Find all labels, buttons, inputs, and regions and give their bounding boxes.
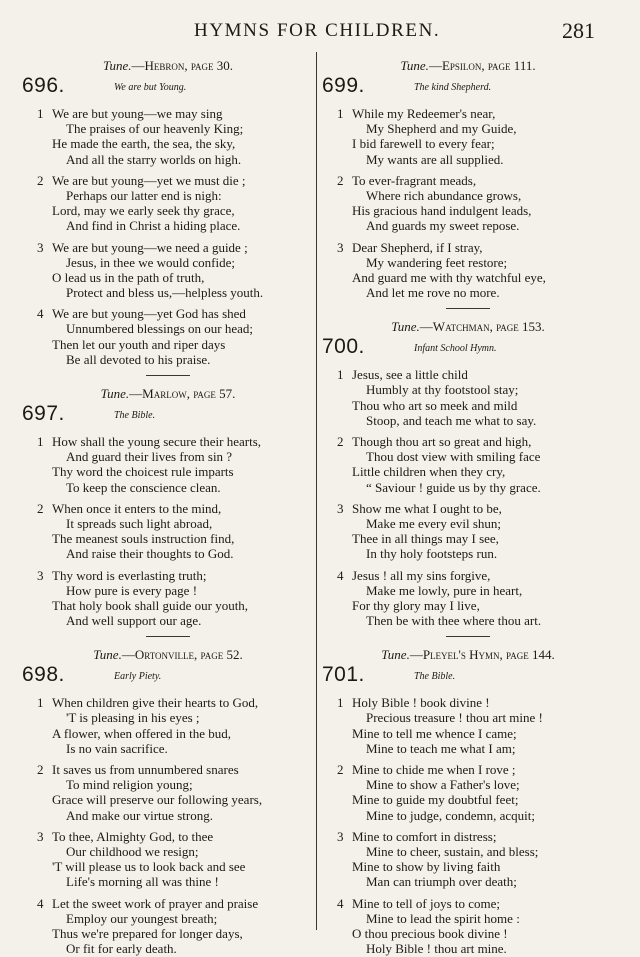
tune-label: Tune. — [100, 386, 130, 401]
tune-line — [322, 56, 614, 76]
stanza — [22, 896, 314, 957]
verse-line — [22, 874, 314, 889]
verse-line — [322, 568, 614, 583]
verse-line — [22, 306, 314, 321]
stanza-number: 3 — [337, 239, 344, 255]
verse-line — [22, 613, 314, 628]
verse-line — [22, 203, 314, 218]
hymn-subtitle: Infant School Hymn. — [414, 343, 497, 355]
verse-text: “ Saviour ! guide us by thy grace. — [366, 479, 541, 495]
stanza-number: 1 — [37, 695, 44, 711]
verse-line — [322, 726, 614, 741]
tune-name: —Watchman, page 153. — [419, 319, 545, 335]
section-divider — [446, 636, 490, 637]
stanza-number: 1 — [337, 695, 344, 711]
stanza — [22, 173, 314, 234]
verse-text: Jesus, in thee we would confide; — [66, 254, 235, 270]
verse-text: Man can triumph over death; — [366, 874, 517, 890]
verse-line — [322, 203, 614, 218]
verse-text: Show me what I ought to be, — [352, 500, 502, 516]
stanza — [22, 829, 314, 890]
verse-text: Our childhood we resign; — [66, 843, 199, 859]
verse-line — [22, 352, 314, 367]
verse-line — [22, 188, 314, 203]
verse-text: Stoop, and teach me what to say. — [366, 412, 537, 428]
stanza — [22, 106, 314, 167]
stanza-number: 3 — [337, 828, 344, 844]
verse-line — [22, 285, 314, 300]
hymn-number: 701. — [322, 663, 365, 687]
verse-line — [322, 710, 614, 725]
verse-line — [22, 434, 314, 449]
tune-name: —Ortonville, page 52. — [121, 647, 243, 663]
stanza-number: 2 — [37, 172, 44, 188]
verse-line — [322, 240, 614, 255]
section-divider — [446, 308, 490, 309]
verse-line — [322, 583, 614, 598]
hymn-number: 697. — [22, 402, 65, 425]
verse-text: The meanest souls instruction find, — [52, 531, 235, 547]
verse-line — [322, 546, 614, 561]
verse-text: A flower, when offered in the bud, — [52, 725, 232, 741]
verse-text: We are but young—we may sing — [52, 106, 223, 121]
verse-text: Make me every evil shun; — [366, 515, 502, 531]
verse-text: We are but young—we need a guide ; — [52, 239, 248, 255]
stanza — [322, 896, 614, 957]
verse-line — [322, 808, 614, 823]
verse-text: O lead us in the path of truth, — [52, 269, 205, 285]
verse-text: Little children when they cry, — [352, 464, 506, 480]
hymn-heading — [322, 74, 614, 100]
verse-line — [22, 844, 314, 859]
stanza-number: 4 — [37, 895, 44, 911]
verse-text: Mine to judge, condemn, acquit; — [366, 807, 535, 823]
stanza — [322, 106, 614, 167]
verse-line — [322, 218, 614, 233]
verse-line — [322, 367, 614, 382]
stanza-number: 2 — [337, 434, 344, 449]
tune-line — [322, 317, 614, 337]
stanza — [22, 306, 314, 367]
verse-text: My Shepherd and my Guide, — [366, 121, 517, 137]
verse-text: Perhaps our latter end is nigh: — [66, 187, 222, 203]
verse-line — [22, 501, 314, 516]
verse-line — [322, 829, 614, 844]
verse-line — [22, 106, 314, 121]
stanza — [322, 501, 614, 562]
verse-line — [22, 546, 314, 561]
verse-line — [322, 941, 614, 956]
stanza — [322, 434, 614, 495]
verse-text: And make our virtue strong. — [66, 807, 213, 823]
verse-text: We are but young—yet we must die ; — [52, 172, 246, 188]
verse-line — [22, 270, 314, 285]
tune-line — [22, 645, 314, 665]
verse-text: Mine to tell me whence I came; — [352, 725, 517, 741]
stanza-number: 3 — [337, 500, 344, 516]
verse-text: Holy Bible ! book divine ! — [352, 695, 490, 711]
stanza-number: 3 — [37, 828, 44, 844]
tune-line — [322, 645, 614, 665]
verse-text: To mind religion young; — [66, 777, 193, 793]
verse-text: My wandering feet restore; — [366, 254, 508, 270]
verse-line — [322, 382, 614, 397]
verse-text: And all the starry worlds on high. — [66, 151, 242, 167]
verse-line — [22, 583, 314, 598]
verse-text: Is no vain sacrifice. — [66, 740, 168, 756]
verse-line — [22, 710, 314, 725]
verse-line — [322, 896, 614, 911]
verse-text: Jesus ! all my sins forgive, — [352, 567, 491, 583]
verse-text: Mine to teach me what I am; — [366, 740, 516, 756]
stanza — [322, 240, 614, 301]
verse-text: Employ our youngest breath; — [66, 910, 218, 926]
verse-line — [322, 531, 614, 546]
verse-text: He made the earth, the sea, the sky, — [52, 136, 236, 152]
verse-line — [322, 792, 614, 807]
stanza — [22, 501, 314, 562]
verse-line — [322, 777, 614, 792]
verse-text: Make me lowly, pure in heart, — [366, 582, 523, 598]
stanza-number: 2 — [337, 762, 344, 777]
verse-line — [22, 926, 314, 941]
verse-text: Then let our youth and riper days — [52, 336, 226, 352]
verse-line — [322, 501, 614, 516]
verse-text: Where rich abundance grows, — [366, 187, 522, 203]
verse-line — [22, 598, 314, 613]
verse-line — [22, 531, 314, 546]
stanza-number: 4 — [337, 567, 344, 583]
verse-line — [22, 321, 314, 336]
verse-line — [22, 337, 314, 352]
verse-text: Grace will preserve our following years, — [52, 792, 263, 808]
verse-text: It spreads such light abroad, — [66, 515, 213, 531]
verse-text: And find in Christ a hiding place. — [66, 218, 241, 234]
verse-text: And let me rove no more. — [366, 285, 500, 301]
verse-text: Mine to guide my doubtful feet; — [352, 792, 519, 808]
verse-text: Be all devoted to his praise. — [66, 351, 211, 367]
hymn-heading — [322, 335, 614, 361]
verse-line — [22, 152, 314, 167]
hymn-number: 700. — [322, 335, 365, 359]
verse-line — [322, 874, 614, 889]
verse-line — [22, 173, 314, 188]
hymn-heading — [22, 663, 314, 689]
verse-text: Mine to show by living faith — [352, 859, 501, 875]
verse-line — [22, 792, 314, 807]
verse-line — [322, 434, 614, 449]
verse-text: Humbly at thy footstool stay; — [366, 382, 519, 398]
verse-text: O thou precious book divine ! — [352, 925, 508, 941]
verse-text: Precious treasure ! thou art mine ! — [366, 710, 543, 726]
stanza-number: 1 — [37, 434, 44, 449]
stanza — [22, 762, 314, 823]
hymn-subtitle: We are but Young. — [114, 82, 187, 93]
stanza-number: 2 — [37, 500, 44, 516]
verse-line — [22, 480, 314, 495]
stanza — [22, 434, 314, 495]
verse-line — [322, 398, 614, 413]
running-head — [0, 18, 640, 48]
verse-text: Unnumbered blessings on our head; — [66, 321, 254, 337]
verse-text: Life's morning all was thine ! — [66, 874, 219, 890]
verse-line — [322, 106, 614, 121]
verse-line — [22, 240, 314, 255]
stanza-number: 4 — [337, 895, 344, 911]
verse-line — [322, 188, 614, 203]
verse-text: Or fit for early death. — [66, 941, 177, 957]
stanza-number: 1 — [37, 106, 44, 121]
verse-line — [22, 896, 314, 911]
verse-line — [322, 516, 614, 531]
verse-text: Lord, may we early seek thy grace, — [52, 203, 235, 219]
verse-text: And guard their lives from sin ? — [66, 449, 233, 465]
verse-line — [22, 136, 314, 151]
stanza-number: 2 — [337, 172, 344, 188]
hymn-heading — [22, 402, 314, 428]
verse-text: That holy book shall guide our youth, — [52, 597, 249, 613]
verse-text: And guard me with thy watchful eye, — [352, 269, 546, 285]
verse-text: His gracious hand indulgent leads, — [352, 203, 532, 219]
stanza — [322, 367, 614, 428]
verse-text: Holy Bible ! thou art mine. — [366, 941, 507, 957]
verse-line — [22, 941, 314, 956]
tune-label: Tune. — [391, 319, 420, 335]
verse-line — [22, 568, 314, 583]
verse-text: To thee, Almighty God, to thee — [52, 828, 214, 844]
stanza-number: 2 — [37, 762, 44, 777]
verse-line — [322, 695, 614, 710]
verse-line — [322, 255, 614, 270]
verse-text: 'T is pleasing in his eyes ; — [66, 710, 200, 726]
verse-line — [22, 255, 314, 270]
hymn-heading — [22, 74, 314, 100]
verse-text: Protect and bless us,—helpless youth. — [66, 285, 264, 301]
hymn-heading — [322, 663, 614, 689]
verse-line — [322, 911, 614, 926]
verse-line — [322, 285, 614, 300]
verse-line — [22, 464, 314, 479]
verse-text: We are but young—yet God has shed — [52, 306, 246, 322]
hymn-number: 699. — [322, 74, 365, 97]
stanza — [22, 568, 314, 629]
right-column — [322, 56, 614, 956]
verse-line — [322, 741, 614, 756]
verse-text: Thus we're prepared for longer days, — [52, 925, 243, 941]
verse-line — [22, 121, 314, 136]
verse-text: To keep the conscience clean. — [66, 479, 221, 495]
verse-text: Thy word is everlasting truth; — [52, 567, 207, 583]
tune-name: —Hebron, page 30. — [131, 58, 234, 73]
verse-text: In thy holy footsteps run. — [366, 546, 498, 562]
verse-line — [22, 741, 314, 756]
verse-text: Mine to cheer, sustain, and bless; — [366, 843, 539, 859]
verse-line — [322, 152, 614, 167]
verse-line — [22, 695, 314, 710]
verse-text: My wants are all supplied. — [366, 151, 504, 167]
verse-line — [22, 218, 314, 233]
stanza-number: 4 — [37, 306, 44, 322]
verse-text: The praises of our heavenly King; — [66, 121, 244, 137]
verse-text: And guards my sweet repose. — [366, 218, 520, 234]
verse-text: It saves us from unnumbered snares — [52, 762, 239, 777]
stanza — [322, 568, 614, 629]
verse-line — [22, 762, 314, 777]
verse-line — [22, 808, 314, 823]
verse-line — [322, 926, 614, 941]
tune-line — [22, 56, 314, 76]
verse-text: While my Redeemer's near, — [352, 106, 496, 121]
verse-line — [322, 480, 614, 495]
verse-text: Thy word the choicest rule imparts — [52, 464, 234, 480]
stanza — [22, 240, 314, 301]
verse-line — [322, 449, 614, 464]
stanza-number: 3 — [37, 239, 44, 255]
verse-text: Mine to show a Father's love; — [366, 777, 520, 793]
verse-text: Thou who art so meek and mild — [352, 397, 518, 413]
stanza-number: 1 — [337, 106, 344, 121]
verse-text: How pure is every page ! — [66, 582, 198, 598]
verse-text: Mine to comfort in distress; — [352, 828, 497, 844]
hymn-number: 696. — [22, 74, 65, 97]
verse-line — [322, 859, 614, 874]
tune-name: —Pleyel's Hymn, page 144. — [409, 647, 555, 663]
tune-label: Tune. — [93, 647, 122, 663]
verse-line — [322, 270, 614, 285]
hymn-subtitle: The kind Shepherd. — [414, 82, 492, 93]
verse-text: Thou dost view with smiling face — [366, 449, 541, 465]
verse-line — [22, 516, 314, 531]
verse-text: Mine to tell of joys to come; — [352, 895, 501, 911]
verse-text: Jesus, see a little child — [352, 367, 468, 383]
verse-text: How shall the young secure their hearts, — [52, 434, 262, 449]
left-column — [22, 56, 314, 956]
verse-text: For thy glory may I live, — [352, 597, 480, 613]
verse-text: And raise their thoughts to God. — [66, 546, 234, 562]
verse-line — [22, 777, 314, 792]
tune-line — [22, 384, 314, 404]
verse-text: Dear Shepherd, if I stray, — [352, 239, 483, 255]
hymn-number: 698. — [22, 663, 65, 687]
stanza-number: 1 — [337, 367, 344, 383]
verse-text: When once it enters to the mind, — [52, 500, 222, 516]
verse-text: When children give their hearts to God, — [52, 695, 259, 711]
verse-line — [322, 598, 614, 613]
verse-text: 'T will please us to look back and see — [52, 859, 246, 875]
verse-text: Let the sweet work of prayer and praise — [52, 895, 259, 911]
verse-line — [322, 762, 614, 777]
stanza — [22, 695, 314, 756]
hymn-subtitle: The Bible. — [414, 671, 456, 683]
verse-line — [322, 613, 614, 628]
verse-line — [322, 844, 614, 859]
running-title: HYMNS FOR CHILDREN. — [194, 20, 441, 41]
verse-text: To ever-fragrant meads, — [352, 172, 477, 188]
verse-line — [322, 413, 614, 428]
page-number: 281 — [562, 18, 595, 43]
stanza — [322, 695, 614, 756]
stanza — [322, 173, 614, 234]
verse-line — [22, 911, 314, 926]
tune-name: —Epsilon, page 111. — [428, 58, 536, 73]
stanza — [322, 829, 614, 890]
verse-text: I bid farewell to every fear; — [352, 136, 495, 152]
verse-text: Though thou art so great and high, — [352, 434, 532, 449]
verse-line — [22, 726, 314, 741]
verse-line — [322, 464, 614, 479]
hymn-subtitle: Early Piety. — [114, 671, 162, 683]
tune-label: Tune. — [381, 647, 410, 663]
stanza — [322, 762, 614, 823]
section-divider — [146, 636, 190, 637]
verse-line — [322, 173, 614, 188]
verse-text: Mine to chide me when I rove ; — [352, 762, 516, 777]
verse-line — [22, 859, 314, 874]
verse-line — [22, 829, 314, 844]
verse-text: Then be with thee where thou art. — [366, 613, 542, 629]
hymn-subtitle: The Bible. — [114, 410, 156, 421]
verse-line — [322, 136, 614, 151]
section-divider — [146, 375, 190, 376]
verse-text: Thee in all things may I see, — [352, 531, 499, 547]
column-rule — [316, 52, 317, 930]
verse-text: And well support our age. — [66, 613, 202, 629]
stanza-number: 3 — [37, 567, 44, 583]
tune-label: Tune. — [400, 58, 429, 73]
verse-text: Mine to lead the spirit home : — [366, 910, 520, 926]
tune-name: —Marlow, page 57. — [129, 386, 236, 401]
verse-line — [322, 121, 614, 136]
tune-label: Tune. — [102, 58, 132, 73]
verse-line — [22, 449, 314, 464]
